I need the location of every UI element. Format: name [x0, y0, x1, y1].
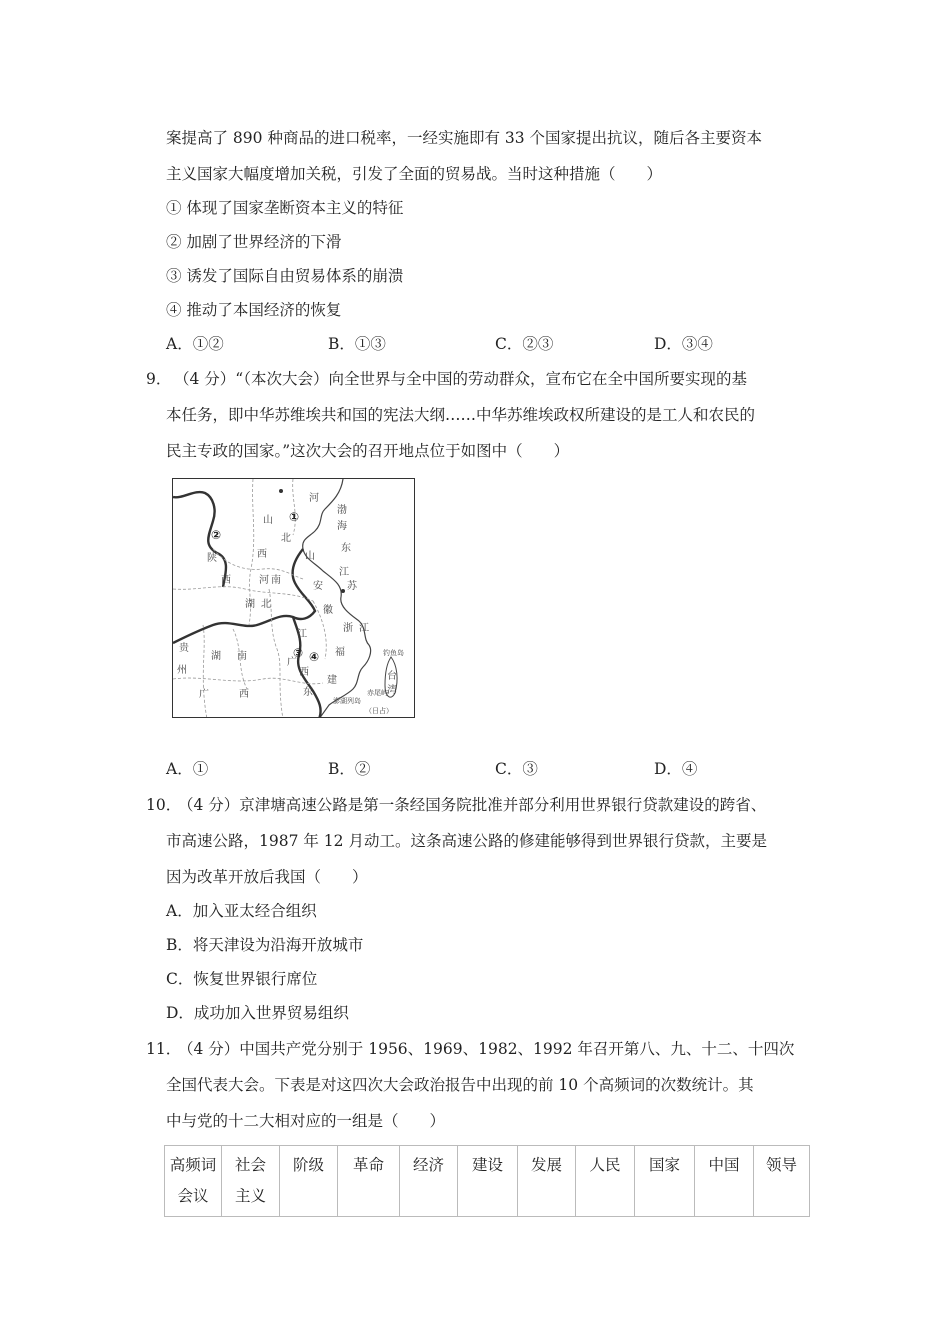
table-header-cell — [222, 1146, 280, 1217]
label-fu: 福 — [335, 647, 345, 658]
q9-stem-line-2: 本任务，即中华苏维埃共和国的宪法大纲……中华苏维埃政权所建设的是工人和农民的 — [166, 406, 756, 424]
label-guang-1: 广 — [199, 689, 209, 700]
label-zhe: 浙 — [343, 623, 353, 634]
header-socialism: 社会 主义 — [234, 1156, 266, 1205]
label-jiang-1: 江 — [339, 567, 349, 578]
label-jiang-3: 江 — [297, 629, 307, 640]
q8-option-b[interactable]: B．①③ — [328, 335, 386, 353]
q8-option-a[interactable]: A．①② — [166, 335, 224, 353]
q9-number: 9． — [146, 370, 172, 388]
label-jiang-2: 江 — [359, 623, 369, 634]
label-xi-3: 西 — [299, 667, 309, 678]
table-header-cell — [458, 1146, 518, 1217]
label-bei-2: 北 — [261, 599, 271, 610]
q11-stem-line-1: （4 分）中国共产党分别于 1956、1969、1982、1992 年召开第八、九、十二、十四次 — [178, 1040, 795, 1058]
q9-option-a[interactable]: A．① — [166, 760, 209, 778]
label-diaoyu: 钓鱼岛 — [383, 649, 404, 657]
label-zhou: 州 — [177, 665, 187, 676]
q10-option-c[interactable]: C．恢复世界银行席位 — [166, 970, 318, 988]
table-header-cell — [338, 1146, 400, 1217]
label-hu-2: 湖 — [211, 651, 221, 662]
label-shaan: 陕 — [207, 553, 217, 564]
label-bo: 渤 — [337, 505, 347, 516]
marker-2: ② — [211, 528, 222, 542]
label-shan-1: 山 — [263, 515, 273, 526]
label-bei-1: 北 — [281, 533, 291, 544]
table-header-cell — [576, 1146, 635, 1217]
label-xi-2: 西 — [221, 575, 231, 586]
label-su: 苏 — [347, 581, 357, 592]
border-line-central — [173, 549, 315, 643]
q10-option-d[interactable]: D．成功加入世界贸易组织 — [166, 1004, 349, 1022]
q8-item-3: ③ 诱发了国际自由贸易体系的崩溃 — [166, 267, 404, 285]
q8-item-2: ② 加剧了世界经济的下滑 — [166, 233, 342, 251]
header-nation: 国家 — [648, 1156, 680, 1174]
table-header-cell — [695, 1146, 754, 1217]
q10-option-b[interactable]: B．将天津设为沿海开放城市 — [166, 936, 364, 954]
header-china: 中国 — [708, 1156, 740, 1174]
q8-item-1: ① 体现了国家垄断资本主义的特征 — [166, 199, 404, 217]
q10-option-a[interactable]: A．加入亚太经合组织 — [166, 902, 317, 920]
label-hai-1: 海 — [337, 521, 347, 532]
label-tai: 台 — [387, 671, 397, 682]
header-people: 人民 — [589, 1156, 621, 1174]
table-header-cell — [400, 1146, 458, 1217]
label-dong-1: 东 — [341, 543, 351, 554]
label-chiwei: 赤尾屿 — [367, 689, 388, 697]
q10-number: 10． — [146, 796, 182, 814]
header-revolution: 革命 — [352, 1156, 384, 1174]
label-occupied: （日占） — [365, 707, 393, 715]
q11-stem-line-3: 中与党的十二大相对应的一组是（ ） — [166, 1112, 446, 1130]
header-class: 阶级 — [292, 1156, 324, 1174]
label-xi-1: 西 — [257, 549, 267, 560]
q9-stem-line-1: （4 分）“（本次大会）向全世界与全中国的劳动群众，宣布它在全中国所要实现的基 — [174, 370, 747, 388]
q9-option-d[interactable]: D．④ — [654, 760, 698, 778]
q10-stem-line-3: 因为改革开放后我国（ ） — [166, 868, 368, 886]
q8-stem-line-1: 案提高了 890 种商品的进口税率，一经实施即有 33 个国家提出抗议，随后各主要资本 — [166, 129, 763, 147]
label-guang-2: 广 — [287, 657, 297, 668]
marker-4: ④ — [309, 650, 320, 664]
label-penghu: 澎湖列岛 — [333, 697, 361, 705]
table-header-cell — [635, 1146, 695, 1217]
q9-option-c[interactable]: C．③ — [495, 760, 538, 778]
label-an: 安 — [313, 581, 323, 592]
q8-item-4: ④ 推动了本国经济的恢复 — [166, 301, 342, 319]
label-jian: 建 — [327, 675, 337, 686]
label-he-2: 河 — [259, 575, 269, 586]
header-leadership: 领导 — [765, 1156, 797, 1174]
q10-stem-line-1: （4 分）京津塘高速公路是第一条经国务院批准并部分利用世界银行贷款建设的跨省、 — [178, 796, 767, 814]
q9-option-b[interactable]: B．② — [328, 760, 371, 778]
city-dot-2 — [341, 589, 345, 593]
label-dong-2: 东 — [303, 687, 313, 698]
q11-stem-line-2: 全国代表大会。下表是对这四次大会政治报告中出现的前 10 个高频词的次数统计。其 — [166, 1076, 754, 1094]
city-dot-1 — [279, 489, 283, 493]
table-header-cell — [518, 1146, 576, 1217]
map-drawing — [173, 479, 415, 718]
label-shan-2: 山 — [305, 551, 315, 562]
table-header-cell — [165, 1146, 222, 1217]
q8-option-d[interactable]: D．③④ — [654, 335, 713, 353]
label-hu-1: 湖 — [245, 599, 255, 610]
label-he-1: 河 — [309, 493, 319, 504]
q9-stem-line-3: 民主专政的国家。”这次大会的召开地点位于如图中（ ） — [166, 442, 570, 460]
header-economy: 经济 — [412, 1156, 444, 1174]
header-development: 发展 — [530, 1156, 562, 1174]
label-nan-2: 南 — [237, 651, 247, 662]
q10-stem-line-2: 市高速公路，1987 年 12 月动工。这条高速公路的修建能够得到世界银行贷款，主要是 — [166, 832, 767, 850]
frequency-table — [164, 1145, 810, 1217]
table-header-cell — [280, 1146, 338, 1217]
label-xi-4: 西 — [239, 689, 249, 700]
label-nan-1: 南 — [271, 575, 281, 586]
china-historical-map — [172, 478, 415, 718]
q11-number: 11． — [146, 1040, 182, 1058]
header-construction: 建设 — [471, 1156, 503, 1174]
header-keyword-meeting: 高频词 会议 — [169, 1156, 217, 1205]
label-hui: 徽 — [323, 605, 333, 616]
q8-option-c[interactable]: C．②③ — [495, 335, 554, 353]
label-gui: 贵 — [179, 643, 189, 654]
label-wan: 湾 — [387, 685, 397, 696]
q8-stem-line-2: 主义国家大幅度增加关税，引发了全面的贸易战。当时这种措施（ ） — [166, 165, 663, 183]
marker-3: ③ — [293, 646, 304, 660]
marker-1: ① — [289, 510, 300, 524]
table-header-row — [165, 1146, 810, 1217]
table-header-cell — [754, 1146, 810, 1217]
